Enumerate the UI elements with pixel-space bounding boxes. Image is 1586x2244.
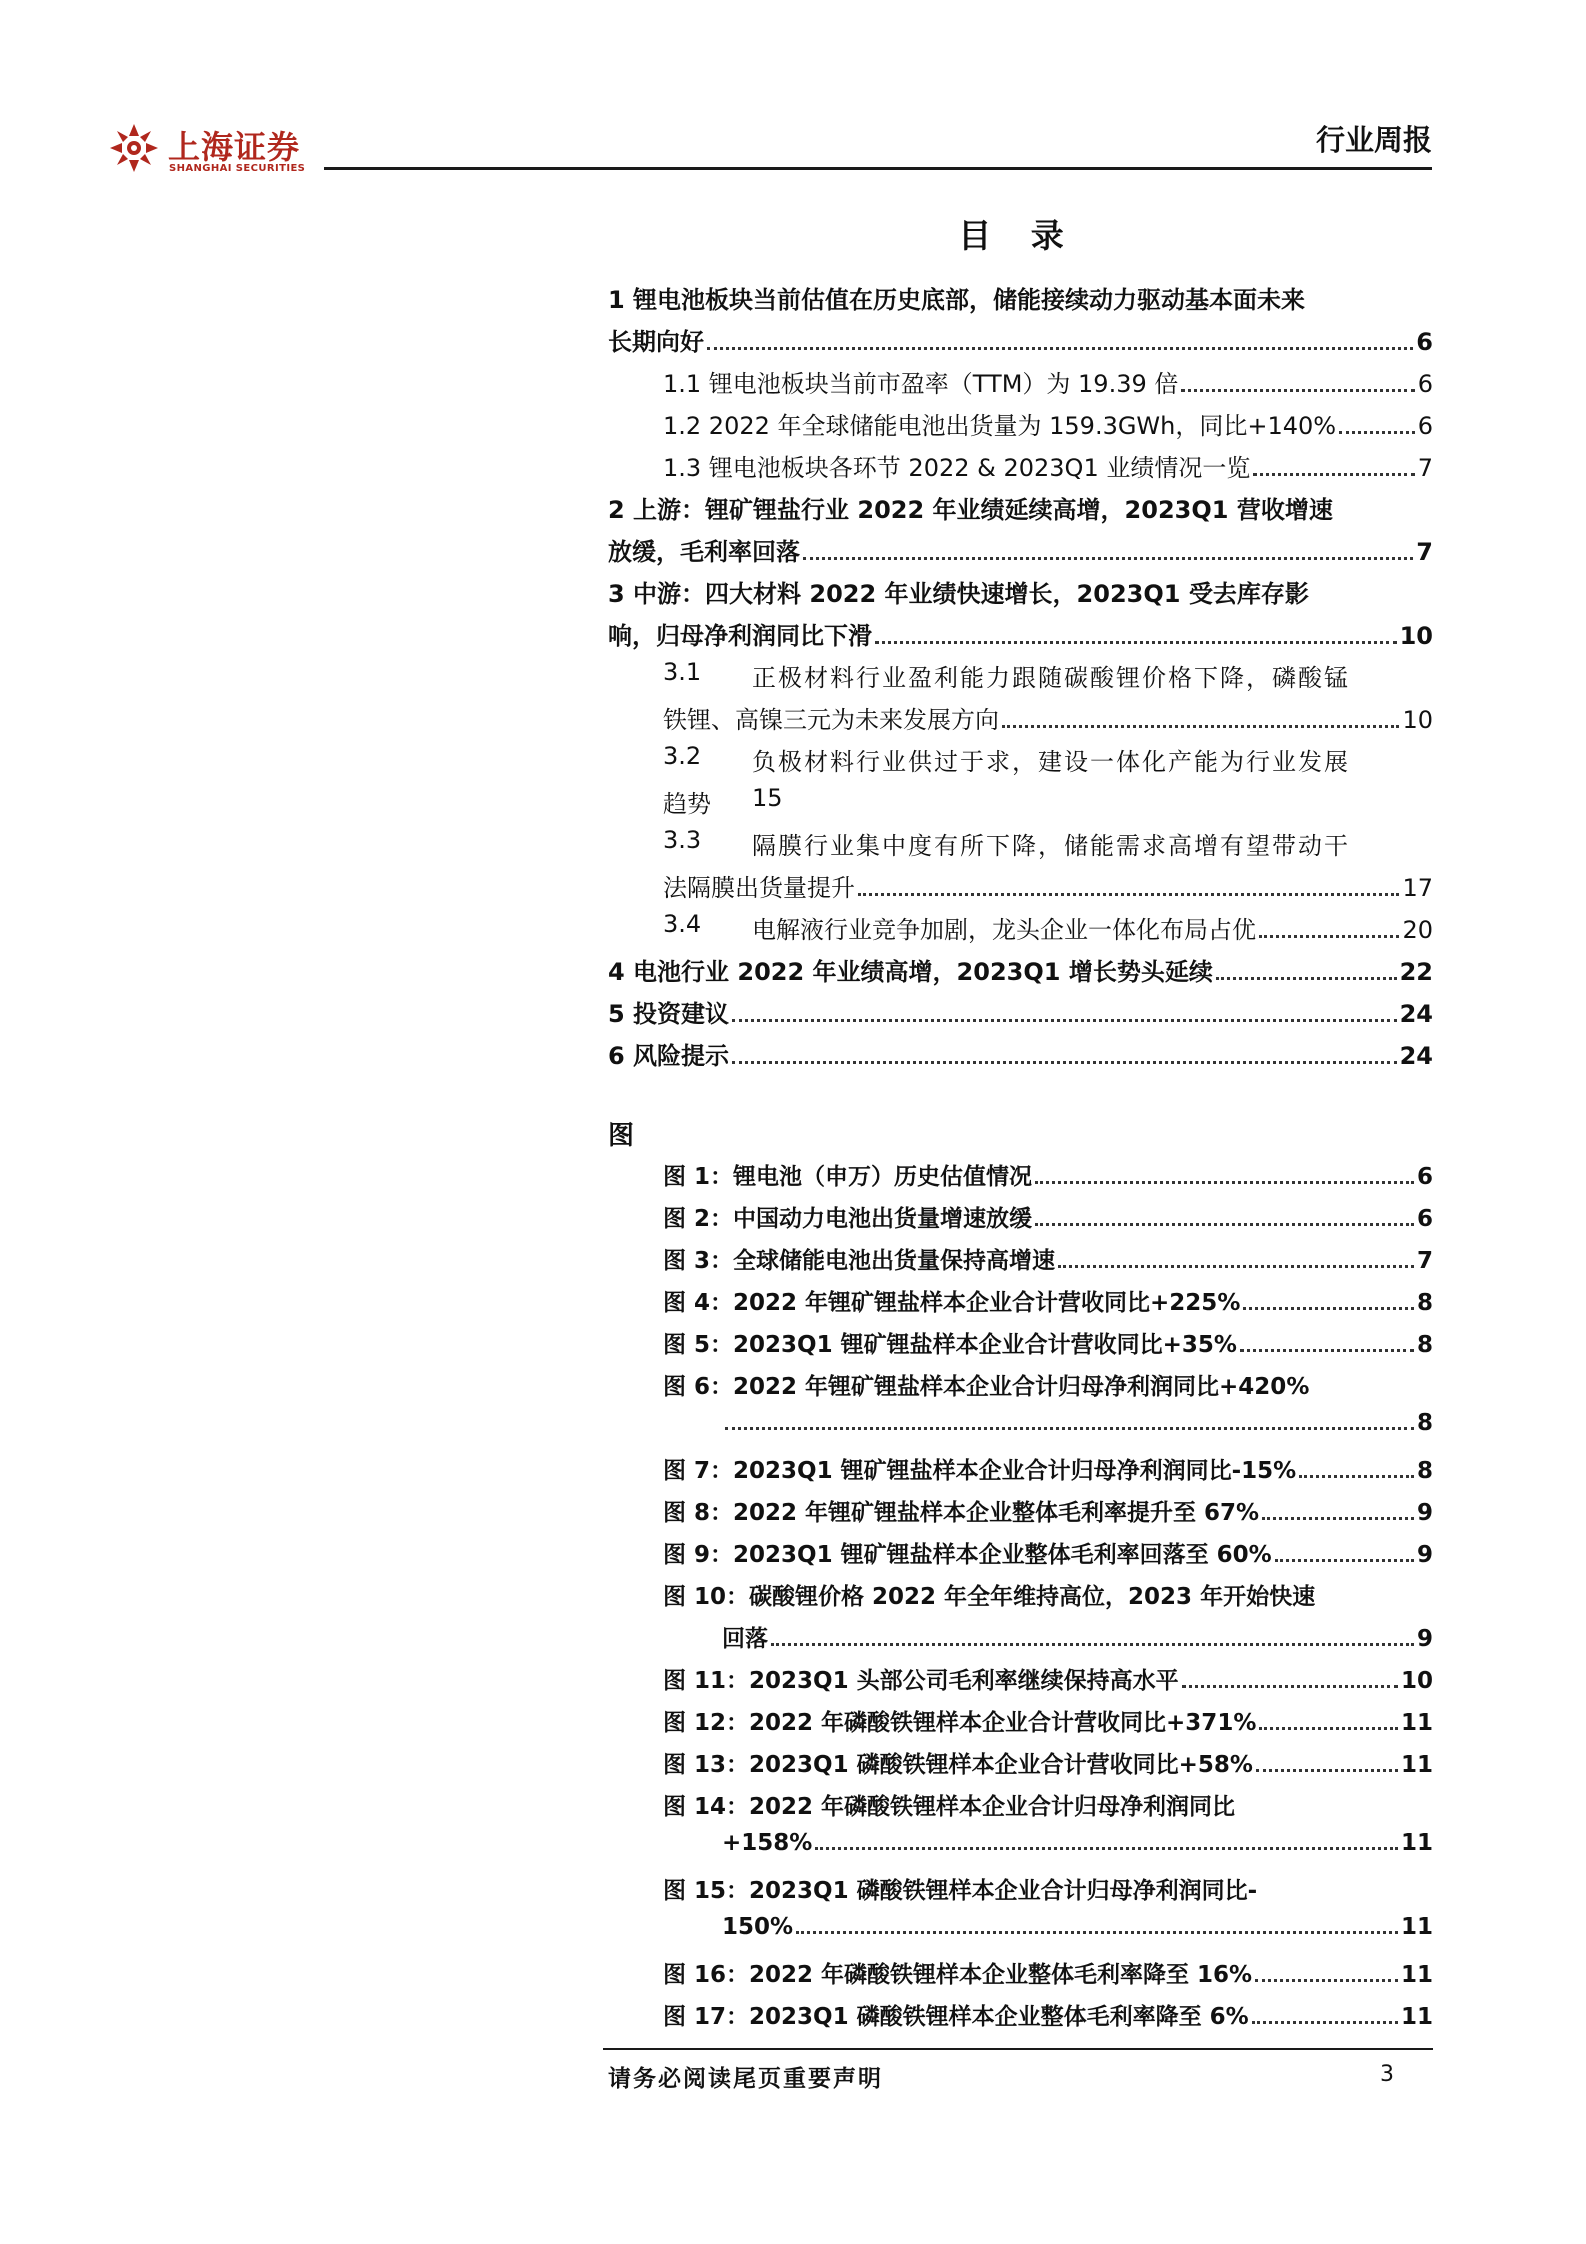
toc-entry-1-2[interactable] xyxy=(663,406,1433,441)
leader-dots xyxy=(707,347,1413,350)
figure-label: 图 5：2023Q1 锂矿锂盐样本企业合计营收同比+35% xyxy=(663,1332,1237,1358)
toc-entry-2-line1[interactable]: 2 上游：锂矿锂盐行业 2022 年业绩延续高增，2023Q1 营收增速 xyxy=(608,496,1333,524)
toc-entry-text: 电解液行业竞争加剧，龙头企业一体化布局占优 xyxy=(752,916,1256,944)
figure-page: 11 xyxy=(1400,1752,1433,1778)
toc-entry-1-line2: 长期向好 xyxy=(608,328,704,356)
figure-page: 11 xyxy=(1400,1914,1433,1940)
figure-entry-6[interactable] xyxy=(722,1410,1433,1436)
figure-page: 9 xyxy=(1416,1500,1433,1526)
figures-heading: 图 xyxy=(608,1121,635,1151)
figure-page: 8 xyxy=(1416,1410,1433,1436)
figure-entry-14[interactable] xyxy=(722,1830,1433,1856)
toc-entry-1-1[interactable] xyxy=(663,364,1433,399)
toc-entry-3-4-num: 3.4 xyxy=(663,910,702,938)
figure-page: 8 xyxy=(1416,1290,1433,1316)
toc-entry-3-2-page: 15 xyxy=(752,784,783,812)
toc-entry-3-line2: 响，归母净利润同比下滑 xyxy=(608,622,872,650)
figure-label: 图 9：2023Q1 锂矿锂盐样本企业整体毛利率回落至 60% xyxy=(663,1542,1272,1568)
figure-label: 图 16：2022 年磷酸铁锂样本企业整体毛利率降至 16% xyxy=(663,1962,1253,1988)
report-type-label: 行业周报 xyxy=(1315,123,1432,157)
figure-label: 图 4：2022 年锂矿锂盐样本企业合计营收同比+225% xyxy=(663,1290,1241,1316)
toc-entry-text: 1.1 锂电池板块当前市盈率（TTM）为 19.39 倍 xyxy=(663,370,1179,398)
figure-label: 图 11：2023Q1 头部公司毛利率继续保持高水平 xyxy=(663,1668,1179,1694)
figure-page: 8 xyxy=(1416,1458,1433,1484)
toc-entry-3-1-num: 3.1 xyxy=(663,658,702,686)
figure-page: 11 xyxy=(1400,1962,1433,1988)
leader-dots xyxy=(1256,1769,1398,1772)
leader-dots xyxy=(1058,1265,1414,1268)
figure-entry-1[interactable] xyxy=(663,1158,1433,1191)
figure-entry-12[interactable] xyxy=(663,1704,1433,1737)
leader-dots xyxy=(725,1427,1414,1430)
toc-entry-1-3[interactable] xyxy=(663,448,1433,483)
toc-entry-3-line1[interactable]: 3 中游：四大材料 2022 年业绩快速增长，2023Q1 受去库存影 xyxy=(608,580,1309,608)
toc-entry-1[interactable] xyxy=(608,322,1433,357)
leader-dots xyxy=(1299,1475,1414,1478)
figure-label: 图 7：2023Q1 锂矿锂盐样本企业合计归母净利润同比-15% xyxy=(663,1458,1297,1484)
figure-page: 10 xyxy=(1400,1668,1433,1694)
leader-dots xyxy=(796,1931,1398,1934)
leader-dots xyxy=(1253,473,1414,476)
footer-divider xyxy=(603,2048,1433,2050)
leader-dots xyxy=(1240,1349,1414,1352)
leader-dots xyxy=(771,1643,1414,1646)
leader-dots xyxy=(858,893,1399,896)
toc-entry-3-2-line1[interactable]: 负极材料行业供过于求，建设一体化产能为行业发展 xyxy=(752,748,1350,776)
figure-page: 6 xyxy=(1416,1206,1433,1232)
leader-dots xyxy=(1275,1559,1414,1562)
toc-entry-3-4[interactable] xyxy=(752,910,1433,945)
figure-entry-7[interactable] xyxy=(663,1452,1433,1485)
leader-dots xyxy=(1255,1979,1398,1982)
toc-entry-3-1-line1[interactable]: 正极材料行业盈利能力跟随碳酸锂价格下降，磷酸锰 xyxy=(752,664,1350,692)
figure-entry-13[interactable] xyxy=(663,1746,1433,1779)
toc-entry-3-3-num: 3.3 xyxy=(663,826,702,854)
figure-page: 11 xyxy=(1400,1710,1433,1736)
leader-dots xyxy=(1339,431,1415,434)
figure-label: 图 1：锂电池（申万）历史估值情况 xyxy=(663,1164,1033,1190)
toc-entry-text: 1.3 锂电池板块各环节 2022 & 2023Q1 业绩情况一览 xyxy=(663,454,1251,482)
figure-entry-14-line1[interactable]: 图 14：2022 年磷酸铁锂样本企业合计归母净利润同比 xyxy=(663,1794,1236,1820)
toc-entry-page: 7 xyxy=(1416,538,1433,566)
footer-disclaimer: 请务必阅读尾页重要声明 xyxy=(608,2066,883,2092)
figure-label-cont: 回落 xyxy=(722,1626,768,1652)
toc-entry-text: 5 投资建议 xyxy=(608,1000,730,1028)
figure-page: 9 xyxy=(1416,1626,1433,1652)
toc-entry-1-line1[interactable]: 1 锂电池板块当前估值在历史底部，储能接续动力驱动基本面未来 xyxy=(608,286,1306,314)
header-divider xyxy=(324,167,1432,170)
leader-dots xyxy=(815,1847,1398,1850)
figure-label: 图 2：中国动力电池出货量增速放缓 xyxy=(663,1206,1033,1232)
leader-dots xyxy=(1216,977,1397,980)
leader-dots xyxy=(1259,1727,1398,1730)
toc-entry-page: 22 xyxy=(1399,958,1433,986)
toc-entry-3-3-line1[interactable]: 隔膜行业集中度有所下降，储能需求高增有望带动干 xyxy=(752,832,1350,860)
leader-dots xyxy=(1002,725,1399,728)
toc-entry-2[interactable] xyxy=(608,532,1433,567)
leader-dots xyxy=(1259,935,1399,938)
leader-dots xyxy=(1182,1685,1398,1688)
figure-entry-4[interactable] xyxy=(663,1284,1433,1317)
figure-entry-8[interactable] xyxy=(663,1494,1433,1527)
toc-title: 目 录 xyxy=(958,216,1078,255)
leader-dots xyxy=(1035,1223,1414,1226)
toc-entry-page: 20 xyxy=(1402,916,1433,944)
figure-entry-6-line1[interactable]: 图 6：2022 年锂矿锂盐样本企业合计归母净利润同比+420% xyxy=(663,1374,1310,1400)
toc-entry-text: 1.2 2022 年全球储能电池出货量为 159.3GWh，同比+140% xyxy=(663,412,1337,440)
logo xyxy=(108,118,318,184)
figure-label: 图 8：2022 年锂矿锂盐样本企业整体毛利率提升至 67% xyxy=(663,1500,1260,1526)
figure-entry-11[interactable] xyxy=(663,1662,1433,1695)
figure-page: 9 xyxy=(1416,1542,1433,1568)
logo-text-en: SHANGHAI SECURITIES xyxy=(169,163,306,174)
toc-entry-text: 4 电池行业 2022 年业绩高增，2023Q1 增长势头延续 xyxy=(608,958,1213,986)
figure-entry-15[interactable] xyxy=(722,1914,1433,1940)
figure-page: 11 xyxy=(1400,2004,1433,2030)
toc-entry-page: 17 xyxy=(1402,874,1433,902)
figure-entry-16[interactable] xyxy=(663,1956,1433,1989)
toc-entry-3-1[interactable] xyxy=(663,700,1433,735)
toc-entry-page: 10 xyxy=(1402,706,1433,734)
figure-entry-3[interactable] xyxy=(663,1242,1433,1275)
figure-entry-15-line1[interactable]: 图 15：2023Q1 磷酸铁锂样本企业合计归母净利润同比- xyxy=(663,1878,1258,1904)
figure-entry-9[interactable] xyxy=(663,1536,1433,1569)
figure-entry-2[interactable] xyxy=(663,1200,1433,1233)
toc-entry-3-1-line2: 铁锂、高镍三元为未来发展方向 xyxy=(663,706,999,734)
toc-entry-3-2-num: 3.2 xyxy=(663,742,702,770)
leader-dots xyxy=(732,1019,1397,1022)
leader-dots xyxy=(875,641,1397,644)
figure-entry-10[interactable] xyxy=(722,1620,1433,1653)
toc-entry-page: 6 xyxy=(1416,328,1433,356)
figure-page: 11 xyxy=(1400,1830,1433,1856)
toc-entry-3-3-line2: 法隔膜出货量提升 xyxy=(663,874,855,902)
figure-entry-5[interactable] xyxy=(663,1326,1433,1359)
toc-entry-5[interactable] xyxy=(608,994,1433,1029)
toc-entry-page: 6 xyxy=(1417,412,1433,440)
figure-entry-17[interactable] xyxy=(663,1998,1433,2031)
figure-label: 图 17：2023Q1 磷酸铁锂样本企业整体毛利率降至 6% xyxy=(663,2004,1249,2030)
toc-entry-page: 6 xyxy=(1417,370,1433,398)
toc-entry-page: 7 xyxy=(1417,454,1433,482)
toc-entry-page: 24 xyxy=(1399,1000,1433,1028)
toc-entry-6[interactable] xyxy=(608,1036,1433,1071)
figure-label: 图 3：全球储能电池出货量保持高增速 xyxy=(663,1248,1056,1274)
logo-mark-icon xyxy=(108,122,160,174)
toc-entry-page: 24 xyxy=(1399,1042,1433,1070)
figure-entry-10-line1[interactable]: 图 10：碳酸锂价格 2022 年全年维持高位，2023 年开始快速 xyxy=(663,1584,1316,1610)
leader-dots xyxy=(1181,389,1414,392)
toc-entry-3-2-line2[interactable]: 趋势 xyxy=(663,790,711,818)
figure-label-cont: +158% xyxy=(722,1830,813,1856)
figure-page: 7 xyxy=(1416,1248,1433,1274)
logo-text-cn: 上海证券 xyxy=(168,128,301,166)
leader-dots xyxy=(1262,1517,1414,1520)
figure-page: 8 xyxy=(1416,1332,1433,1358)
leader-dots xyxy=(803,557,1413,560)
page-number: 3 xyxy=(1380,2062,1394,2087)
toc-entry-text: 6 风险提示 xyxy=(608,1042,730,1070)
leader-dots xyxy=(732,1061,1397,1064)
figure-page: 6 xyxy=(1416,1164,1433,1190)
toc-entry-3[interactable] xyxy=(608,616,1433,651)
leader-dots xyxy=(1243,1307,1414,1310)
toc-entry-4[interactable] xyxy=(608,952,1433,987)
toc-entry-page: 10 xyxy=(1399,622,1433,650)
figure-label-cont: 150% xyxy=(722,1914,794,1940)
leader-dots xyxy=(1035,1181,1414,1184)
toc-entry-2-line2: 放缓，毛利率回落 xyxy=(608,538,800,566)
figure-label: 图 13：2023Q1 磷酸铁锂样本企业合计营收同比+58% xyxy=(663,1752,1253,1778)
toc-entry-3-3[interactable] xyxy=(663,868,1433,903)
figure-label: 图 12：2022 年磷酸铁锂样本企业合计营收同比+371% xyxy=(663,1710,1257,1736)
leader-dots xyxy=(1252,2021,1398,2024)
